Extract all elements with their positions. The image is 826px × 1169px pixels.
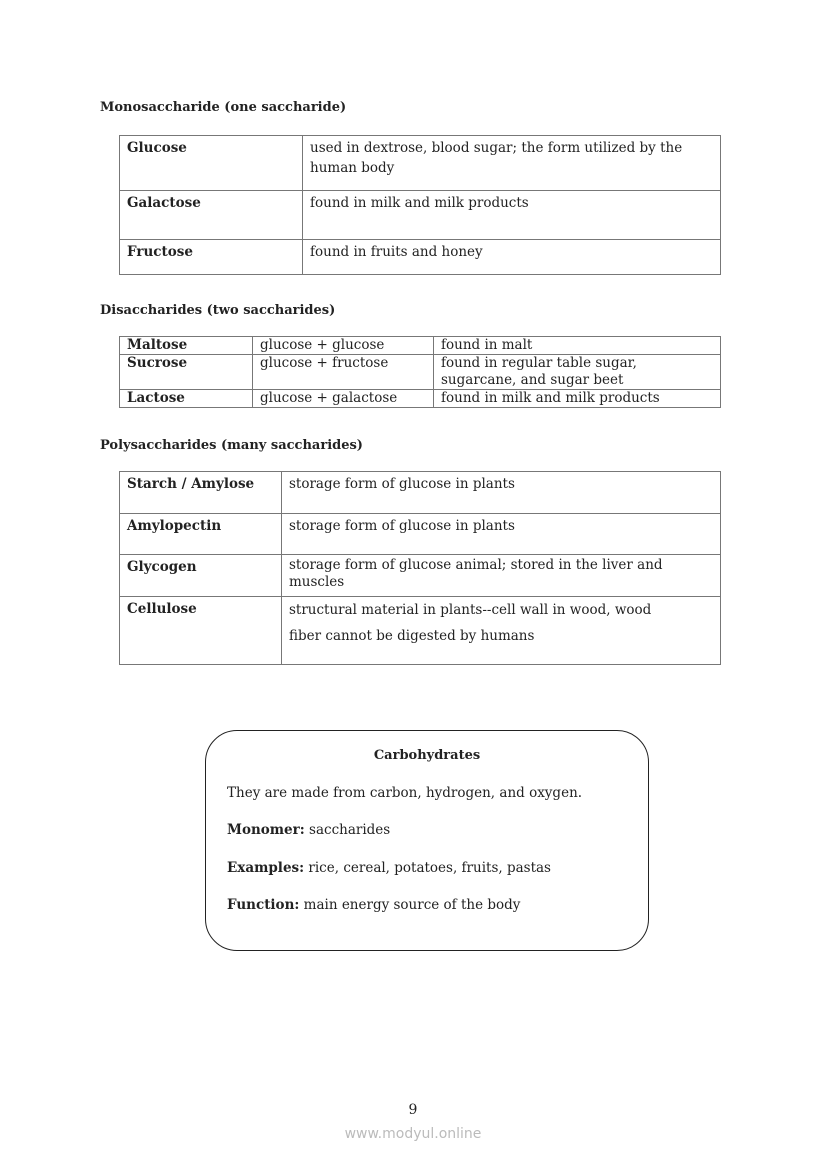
cell-name: Starch / Amylose [120, 472, 282, 514]
box-intro: They are made from carbon, hydrogen, and oxygen. [227, 785, 583, 801]
cell-name: Cellulose [120, 597, 282, 665]
table-row [120, 337, 721, 355]
value: saccharides [304, 822, 391, 838]
cell-desc: found in milk and milk products [303, 191, 721, 240]
cell-desc: found in malt [434, 337, 721, 355]
table-row [120, 597, 721, 665]
cell-desc: found in milk and milk products [434, 390, 721, 408]
cell-name: Lactose [120, 390, 253, 408]
table-row [120, 240, 721, 275]
cell-desc: storage form of glucose animal; stored in the liver and muscles [282, 555, 721, 597]
cell-parts: glucose + galactose [253, 390, 434, 408]
cell-desc: structural material in plants--cell wall in wood, wood [289, 602, 652, 618]
polysaccharide-table [119, 471, 721, 665]
page-number: 9 [408, 1102, 418, 1118]
label: Function: [227, 897, 300, 913]
value: main energy source of the body [299, 897, 521, 913]
box-examples [227, 860, 551, 876]
table-row [120, 472, 721, 514]
carbohydrates-summary-box [205, 730, 649, 951]
cell-desc: found in fruits and honey [303, 240, 721, 275]
cell-name: Glucose [120, 136, 303, 191]
table-row [120, 355, 721, 390]
table-row [120, 191, 721, 240]
label: Examples: [227, 860, 305, 876]
polysaccharide-heading: Polysaccharides (many saccharides) [100, 438, 363, 453]
cell-desc-cont: fiber cannot be digested by humans [289, 628, 535, 644]
box-function [227, 897, 520, 913]
monosaccharide-heading: Monosaccharide (one saccharide) [100, 100, 347, 115]
cell-name: Sucrose [120, 355, 253, 390]
disaccharide-heading: Disaccharides (two saccharides) [100, 303, 336, 318]
cell-name: Fructose [120, 240, 303, 275]
cell-name: Maltose [120, 337, 253, 355]
cell-parts: glucose + glucose [253, 337, 434, 355]
box-title: Carbohydrates [373, 748, 481, 763]
watermark: www.modyul.online [344, 1126, 482, 1142]
label: Monomer: [227, 822, 305, 838]
cell-name: Galactose [120, 191, 303, 240]
table-row [120, 555, 721, 597]
table-row [120, 136, 721, 191]
value: rice, cereal, potatoes, fruits, pastas [304, 860, 551, 876]
cell-desc: used in dextrose, blood sugar; the form utilized by the human body [303, 136, 721, 191]
cell-desc: storage form of glucose in plants [282, 514, 721, 555]
table-row [120, 390, 721, 408]
cell-name: Glycogen [120, 555, 282, 597]
cell-desc: found in regular table sugar, sugarcane, and sugar beet [434, 355, 721, 390]
box-monomer [227, 822, 390, 838]
disaccharide-table [119, 336, 721, 408]
table-row [120, 514, 721, 555]
cell-name: Amylopectin [120, 514, 282, 555]
cell-parts: glucose + fructose [253, 355, 434, 390]
cell-desc: storage form of glucose in plants [282, 472, 721, 514]
monosaccharide-table [119, 135, 721, 275]
